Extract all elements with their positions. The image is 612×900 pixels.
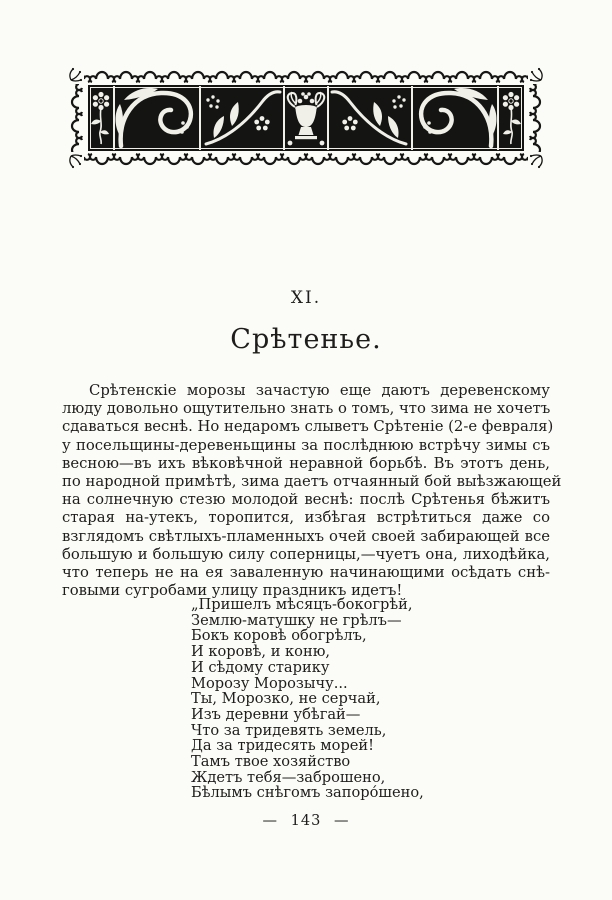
poem-line: „Пришелъ мѣсяцъ-бокогрѣй, bbox=[191, 596, 413, 613]
poem-line: И сѣдому старику bbox=[191, 658, 330, 676]
poem-line: Ждетъ тебя—заброшено, bbox=[191, 768, 386, 786]
body-paragraph bbox=[62, 382, 562, 600]
paragraph-line: старая на-утекъ, торопится, избѣгая встрѣтиться даже со bbox=[62, 509, 550, 527]
paragraph-line: большую и большую силу соперницы,—чуетъ она, лиходѣйка, bbox=[62, 545, 550, 563]
poem-line: Ты, Морозко, не серчай, bbox=[191, 690, 381, 708]
page-number: — 143 — bbox=[262, 813, 350, 829]
poem-line: Морозу Морозычу... bbox=[191, 674, 348, 692]
paragraph-line: весною—въ ихъ вѣковѣчной неравной борьбѣ. Въ этотъ день, bbox=[62, 454, 550, 472]
paragraph-line: сдаваться веснѣ. Но недаромъ слыветъ Срѣтеніе (2-е февраля) bbox=[62, 418, 554, 436]
paragraph-line: Срѣтенскіе морозы зачастую еще даютъ деревенскому bbox=[89, 382, 550, 399]
chapter-number: XI. bbox=[290, 288, 322, 308]
poem-line: Изъ деревни убѣгай— bbox=[191, 705, 361, 723]
poem-line: И коровѣ, и коню, bbox=[191, 643, 331, 661]
poem-line: Землю-матушку не грѣлъ— bbox=[191, 611, 402, 629]
poem-line: Тамъ твое хозяйство bbox=[191, 753, 351, 771]
paragraph-line: на солнечную стезю молодой веснѣ: послѣ Срѣтенья бѣжитъ bbox=[62, 491, 550, 509]
poem-line: Бѣлымъ снѣгомъ запоро́шено, bbox=[191, 784, 424, 802]
page-title: Срѣтенье. bbox=[230, 324, 382, 355]
paragraph-line: говыми сугробами улицу праздникъ идетъ! bbox=[62, 582, 403, 600]
paragraph-line: взглядомъ свѣтлыхъ-пламенныхъ очей своей забирающей все bbox=[62, 527, 550, 545]
paragraph-line: у посельщины-деревеньщины за послѣднюю встрѣчу зимы съ bbox=[62, 436, 550, 454]
poem-line: Бокъ коровѣ обогрѣлъ, bbox=[191, 627, 367, 645]
headpiece-ornament-icon bbox=[66, 66, 546, 170]
paragraph-line: что теперь не на ея заваленную начинающими осѣдать снѣ- bbox=[62, 564, 550, 582]
poem-line: Что за тридевять земель, bbox=[191, 721, 387, 739]
poem-block bbox=[191, 597, 424, 801]
paragraph-line: по народной примѣтѣ, зима даетъ отчаянный бой выѣзжающей bbox=[62, 473, 562, 491]
poem-line: Да за тридесять морей! bbox=[191, 737, 375, 755]
paragraph-line: люду довольно ощутительно знать о томъ, что зима не хочетъ bbox=[62, 400, 551, 418]
